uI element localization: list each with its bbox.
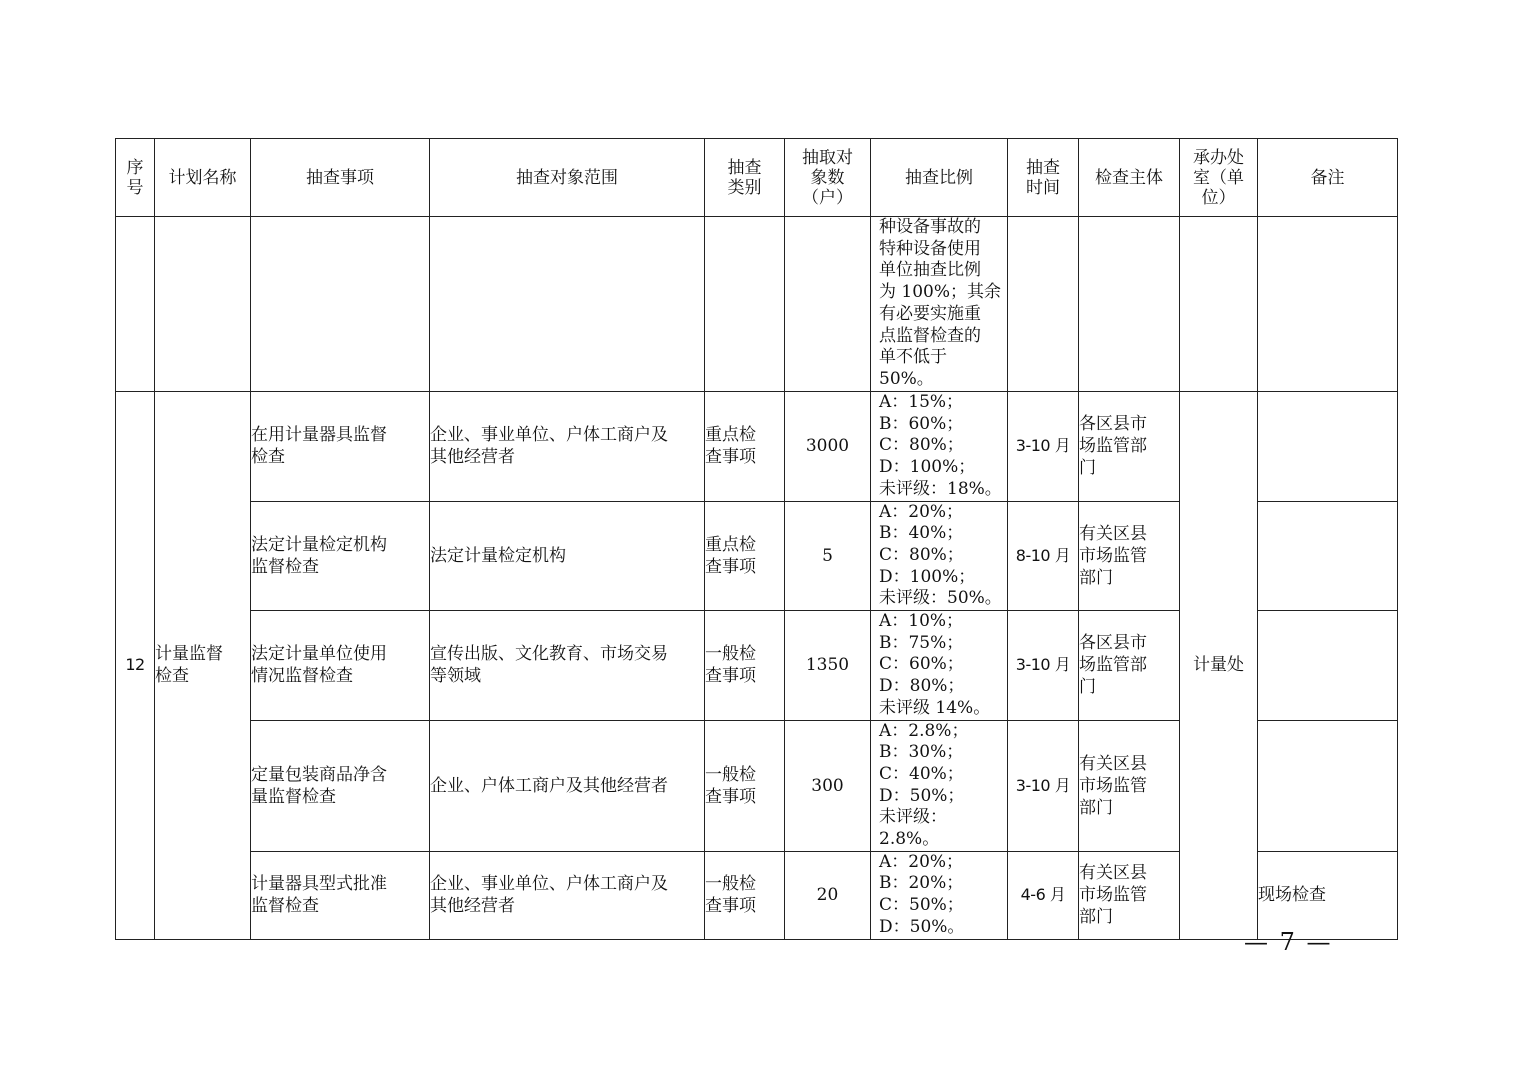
inspection-time-cell: 8-10 月 xyxy=(1008,501,1079,611)
table-cell xyxy=(785,217,871,392)
header-serial-number: 序 号 xyxy=(116,139,155,217)
inspection-scope-cell: 企业、事业单位、户体工商户及 其他经营者 xyxy=(430,392,705,502)
inspection-subject-cell: 有关区县 市场监管 部门 xyxy=(1079,851,1180,939)
inspection-scope-cell: 法定计量检定机构 xyxy=(430,501,705,611)
inspection-item-cell: 计量器具型式批准 监督检查 xyxy=(251,851,430,939)
table-cell xyxy=(1180,217,1258,392)
inspection-time-cell: 3-10 月 xyxy=(1008,611,1079,721)
sample-count-cell: 1350 xyxy=(785,611,871,721)
inspection-item-cell: 法定计量检定机构 监督检查 xyxy=(251,501,430,611)
ratio-cell: 种设备事故的 特种设备使用 单位抽查比例 为 100%；其余 有必要实施重 点监督检查的 单不低于 50%。 xyxy=(871,217,1008,392)
table-cell xyxy=(116,217,155,392)
table-row xyxy=(116,392,1398,502)
header-inspection-time: 抽查 时间 xyxy=(1008,139,1079,217)
inspection-subject-cell: 有关区县 市场监管 部门 xyxy=(1079,720,1180,851)
inspection-time-cell: 4-6 月 xyxy=(1008,851,1079,939)
remark-cell xyxy=(1258,611,1398,721)
header-sample-count: 抽取对 象数 （户） xyxy=(785,139,871,217)
table-cell xyxy=(155,217,251,392)
inspection-item-cell: 在用计量器具监督 检查 xyxy=(251,392,430,502)
table-cell xyxy=(430,217,705,392)
sample-count-cell: 3000 xyxy=(785,392,871,502)
inspection-category-cell: 一般检 查事项 xyxy=(705,851,785,939)
ratio-cell: A：20%； B：40%； C：80%； D：100%； 未评级：50%。 xyxy=(871,501,1008,611)
inspection-scope-cell: 企业、事业单位、户体工商户及 其他经营者 xyxy=(430,851,705,939)
inspection-subject-cell: 各区县市 场监管部 门 xyxy=(1079,611,1180,721)
remark-cell xyxy=(1258,501,1398,611)
table-cell xyxy=(251,217,430,392)
inspection-category-cell: 重点检 查事项 xyxy=(705,501,785,611)
sample-count-cell: 5 xyxy=(785,501,871,611)
inspection-item-cell: 法定计量单位使用 情况监督检查 xyxy=(251,611,430,721)
header-inspection-ratio: 抽查比例 xyxy=(871,139,1008,217)
header-remarks: 备注 xyxy=(1258,139,1398,217)
sample-count-cell: 20 xyxy=(785,851,871,939)
inspection-item-cell: 定量包装商品净含 量监督检查 xyxy=(251,720,430,851)
table-cell xyxy=(1079,217,1180,392)
inspection-category-cell: 重点检 查事项 xyxy=(705,392,785,502)
remark-cell xyxy=(1258,392,1398,502)
header-row xyxy=(116,139,1398,217)
remark-cell: 现场检查 xyxy=(1258,851,1398,939)
header-responsible-department: 承办处 室（单 位） xyxy=(1180,139,1258,217)
header-inspection-scope: 抽查对象范围 xyxy=(430,139,705,217)
serial-number-cell: 12 xyxy=(116,392,155,940)
header-inspection-item: 抽查事项 xyxy=(251,139,430,217)
header-inspection-category: 抽查 类别 xyxy=(705,139,785,217)
inspection-time-cell: 3-10 月 xyxy=(1008,392,1079,502)
inspection-scope-cell: 宣传出版、文化教育、市场交易 等领域 xyxy=(430,611,705,721)
department-cell: 计量处 xyxy=(1180,392,1258,940)
remark-cell xyxy=(1258,720,1398,851)
inspection-category-cell: 一般检 查事项 xyxy=(705,611,785,721)
header-plan-name: 计划名称 xyxy=(155,139,251,217)
sample-count-cell: 300 xyxy=(785,720,871,851)
inspection-time-cell: 3-10 月 xyxy=(1008,720,1079,851)
ratio-cell: A：20%； B：20%； C：50%； D：50%。 xyxy=(871,851,1008,939)
ratio-cell: A：15%； B：60%； C：80%； D：100%； 未评级：18%。 xyxy=(871,392,1008,502)
inspection-plan-table xyxy=(115,138,1398,940)
inspection-category-cell: 一般检 查事项 xyxy=(705,720,785,851)
page-number: — 7 — xyxy=(1244,928,1333,956)
continuation-row xyxy=(116,217,1398,392)
plan-name-cell: 计量监督 检查 xyxy=(155,392,251,940)
table-cell xyxy=(1258,217,1398,392)
inspection-scope-cell: 企业、户体工商户及其他经营者 xyxy=(430,720,705,851)
table-cell xyxy=(705,217,785,392)
ratio-cell: A：10%； B：75%； C：60%； D：80%； 未评级 14%。 xyxy=(871,611,1008,721)
inspection-subject-cell: 各区县市 场监管部 门 xyxy=(1079,392,1180,502)
ratio-cell: A：2.8%； B：30%； C：40%； D：50%； 未评级：2.8%。 xyxy=(871,720,1008,851)
inspection-subject-cell: 有关区县 市场监管 部门 xyxy=(1079,501,1180,611)
table-cell xyxy=(1008,217,1079,392)
header-inspection-subject: 检查主体 xyxy=(1079,139,1180,217)
